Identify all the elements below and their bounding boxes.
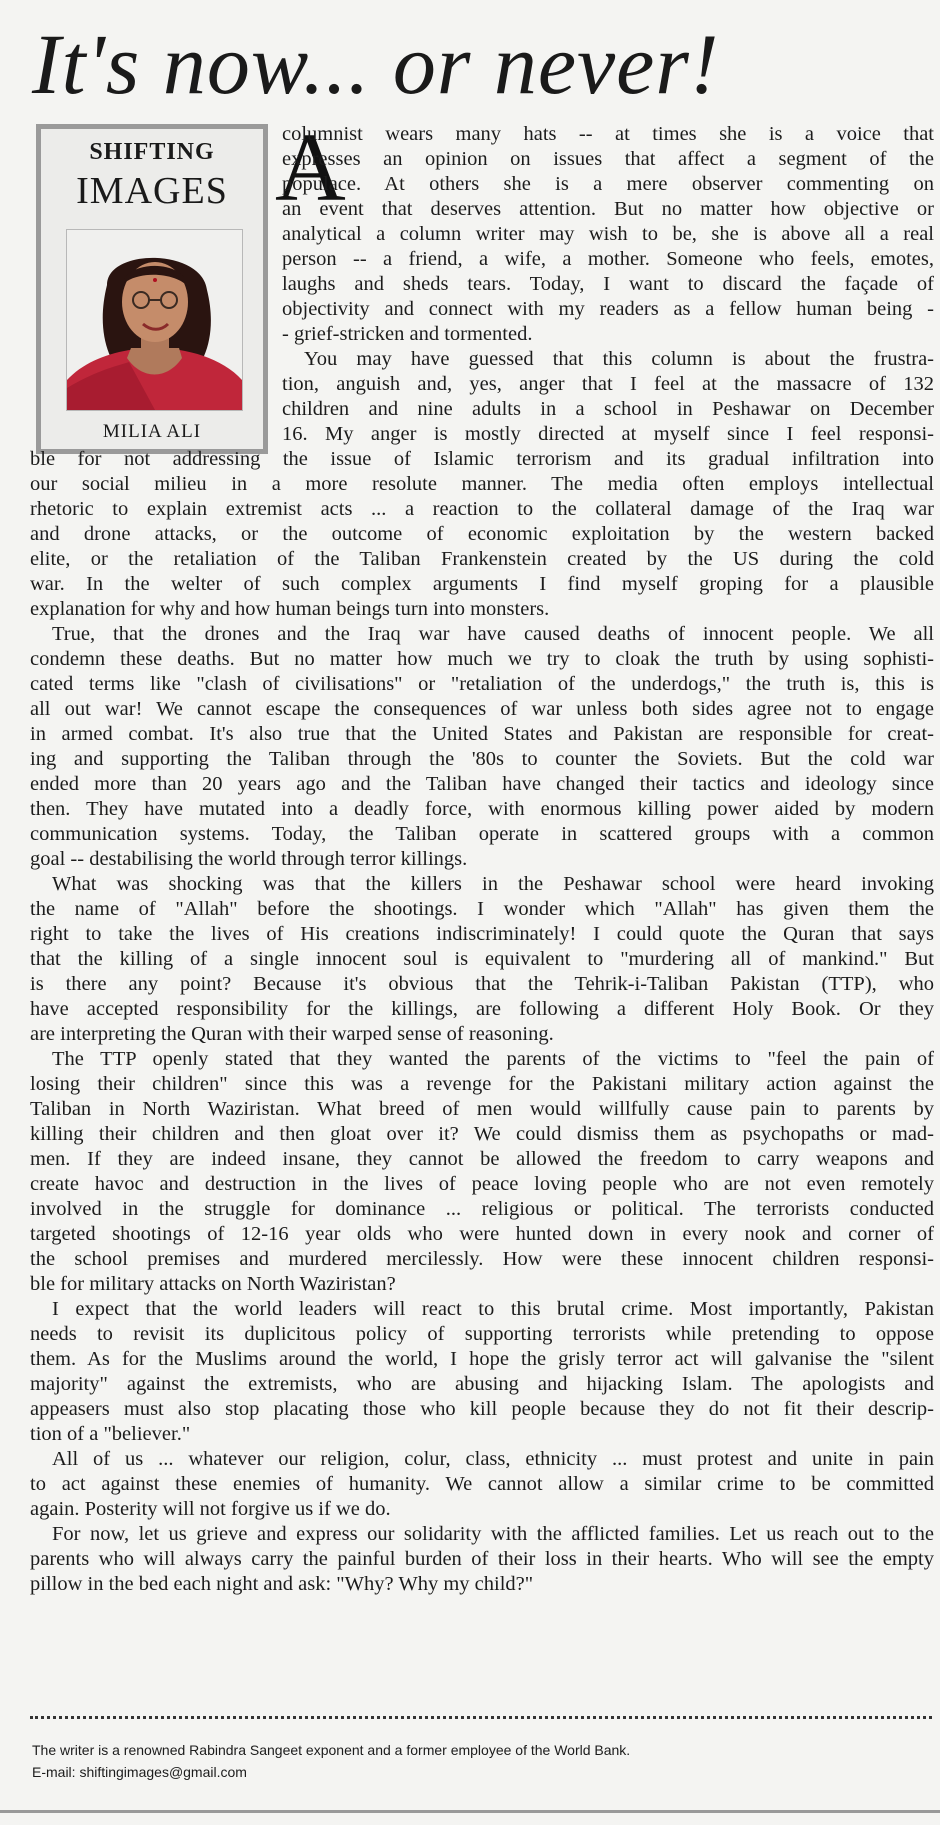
article-line: an event that deserves attention. But no matter how objective or xyxy=(282,198,934,220)
article-line: columnist wears many hats -- at times she is a voice that xyxy=(282,123,934,145)
article-line: The TTP openly stated that they wanted the parents of the victims to "feel the pain of xyxy=(52,1048,934,1070)
article-line: is there any point? Because it's obvious that the Tehrik-i-Taliban Pakistan (TTP), who xyxy=(30,973,934,995)
article-line: pillow in the bed each night and ask: "Why? Why my child?" xyxy=(30,1573,534,1595)
article-line: killing their children and then gloat over it? We could dismiss them as psychopaths or mad- xyxy=(30,1123,934,1145)
article-line: them. As for the Muslims around the world, I hope the grisly terror act will galvanise the "silent xyxy=(30,1348,934,1370)
article-line: majority" against the extremists, who are abusing and hijacking Islam. The apologists and xyxy=(30,1373,934,1395)
author-photo xyxy=(66,229,243,411)
article-line: have accepted responsibility for the killings, are following a different Holy Book. Or they xyxy=(30,998,934,1020)
article-line: are interpreting the Quran with their warped sense of reasoning. xyxy=(30,1023,554,1045)
article-line: All of us ... whatever our religion, colur, class, ethnicity ... must protest and unite in pain xyxy=(52,1448,934,1470)
article-line: I expect that the world leaders will react to this brutal crime. Most importantly, Pakistan xyxy=(52,1298,934,1320)
article-line: ended more than 20 years ago and the Taliban have changed their tactics and ideology since xyxy=(30,773,934,795)
article-line: tion, anguish and, yes, anger that I feel at the massacre of 132 xyxy=(282,373,934,395)
article-line: person -- a friend, a wife, a mother. Someone who feels, emotes, xyxy=(282,248,934,270)
article-line: What was shocking was that the killers in the Peshawar school were heard invoking xyxy=(52,873,934,895)
article-line: right to take the lives of His creations indiscriminately! I could quote the Quran that says xyxy=(30,923,934,945)
article-line: tion of a "believer." xyxy=(30,1423,191,1445)
article-line: ing and supporting the Taliban through the '80s to counter the Soviets. But the cold war xyxy=(30,748,934,770)
article-line: war. In the welter of such complex arguments I find myself groping for a plausible xyxy=(30,573,934,595)
headline: It's now... or never! xyxy=(32,16,720,112)
article-line: communication systems. Today, the Taliban operate in scattered groups with a common xyxy=(30,823,934,845)
article-line: and drone attacks, or the outcome of economic exploitation by the western backed xyxy=(30,523,934,545)
article-line: in armed combat. It's also true that the United States and Pakistan are responsible for creat- xyxy=(30,723,934,745)
article-line: our social milieu in a more resolute manner. The media often employs intellectual xyxy=(30,473,934,495)
article-line: the name of "Allah" before the shootings. I wonder which "Allah" has given them the xyxy=(30,898,934,920)
article-line: - grief-stricken and tormented. xyxy=(282,323,533,345)
drop-cap: A xyxy=(275,114,346,222)
author-bio: The writer is a renowned Rabindra Sangeet exponent and a former employee of the World Bank. xyxy=(32,1742,631,1758)
article-line: needs to revisit its duplicitous policy of supporting terrorists while pretending to oppose xyxy=(30,1323,934,1345)
column-author-name: MILIA ALI xyxy=(102,421,202,442)
author-email: E-mail: shiftingimages@gmail.com xyxy=(32,1764,247,1780)
article-line: 16. My anger is mostly directed at myself since I feel responsi- xyxy=(282,423,934,445)
article-line: losing their children" since this was a revenge for the Pakistani military action against the xyxy=(30,1073,934,1095)
article-line: again. Posterity will not forgive us if we do. xyxy=(30,1498,391,1520)
article-line: that the killing of a single innocent soul is equivalent to "murdering all of mankind." But xyxy=(30,948,934,970)
article-line: condemn these deaths. But no matter how much we try to cloak the truth by using sophisti- xyxy=(30,648,934,670)
column-title-shifting: SHIFTING xyxy=(89,139,215,165)
article-line: to act against these enemies of humanity. We cannot allow a similar crime to be committed xyxy=(30,1473,934,1495)
article-line: analytical a column writer may wish to be, she is above all a real xyxy=(282,223,934,245)
article-line: ble for military attacks on North Waziristan? xyxy=(30,1273,396,1295)
dotted-divider xyxy=(30,1716,932,1719)
column-title-images: IMAGES xyxy=(76,170,228,212)
article-line: then. They have mutated into a deadly force, with enormous killing power aided by modern xyxy=(30,798,934,820)
article-line: Taliban in North Waziristan. What breed of men would willfully cause pain to parents by xyxy=(30,1098,934,1120)
article-line: You may have guessed that this column is about the frustra- xyxy=(304,348,934,370)
column-logo-box xyxy=(36,124,268,454)
article-line: cated terms like "clash of civilisations" or "retaliation of the underdogs," the truth is, this is xyxy=(30,673,934,695)
article-line: For now, let us grieve and express our solidarity with the afflicted families. Let us reach out to the xyxy=(52,1523,934,1545)
article-line: create havoc and destruction in the lives of peace loving people who are not even remotely xyxy=(30,1173,934,1195)
article-line: all out war! We cannot escape the consequences of war unless both sides agree not to engage xyxy=(30,698,934,720)
article-line: the school premises and murdered mercilessly. How were these innocent children responsi- xyxy=(30,1248,934,1270)
article-line: children and nine adults in a school in Peshawar on December xyxy=(282,398,934,420)
article-line: True, that the drones and the Iraq war have caused deaths of innocent people. We all xyxy=(52,623,934,645)
article-line: laughs and sheds tears. Today, I want to discard the façade of xyxy=(282,273,934,295)
article-line: men. If they are indeed insane, they cannot be allowed the freedom to carry weapons and xyxy=(30,1148,934,1170)
article-line: goal -- destabilising the world through terror killings. xyxy=(30,848,468,870)
article-line: explanation for why and how human beings turn into monsters. xyxy=(30,598,550,620)
article-line: expresses an opinion on issues that affect a segment of the xyxy=(282,148,934,170)
article-line: parents who will always carry the painful burden of their loss in their hearts. Who will see the empty xyxy=(30,1548,934,1570)
article-line: elite, or the retaliation of the Taliban Frankenstein created by the US during the cold xyxy=(30,548,934,570)
article-line: populace. At others she is a mere observer commenting on xyxy=(282,173,934,195)
article-line: ble for not addressing the issue of Islamic terrorism and its gradual infiltration into xyxy=(30,448,934,470)
bottom-border xyxy=(0,1810,940,1813)
article-line: involved in the struggle for dominance ... religious or political. The terrorists conducted xyxy=(30,1198,934,1220)
article-line: targeted shootings of 12-16 year olds who were hunted down in every nook and corner of xyxy=(30,1223,934,1245)
article-line: rhetoric to explain extremist acts ... a reaction to the collateral damage of the Iraq war xyxy=(30,498,934,520)
article-line: objectivity and connect with my readers as a fellow human being - xyxy=(282,298,934,320)
article-line: appeasers must also stop placating those who kill people because they do not fit their descrip- xyxy=(30,1398,934,1420)
